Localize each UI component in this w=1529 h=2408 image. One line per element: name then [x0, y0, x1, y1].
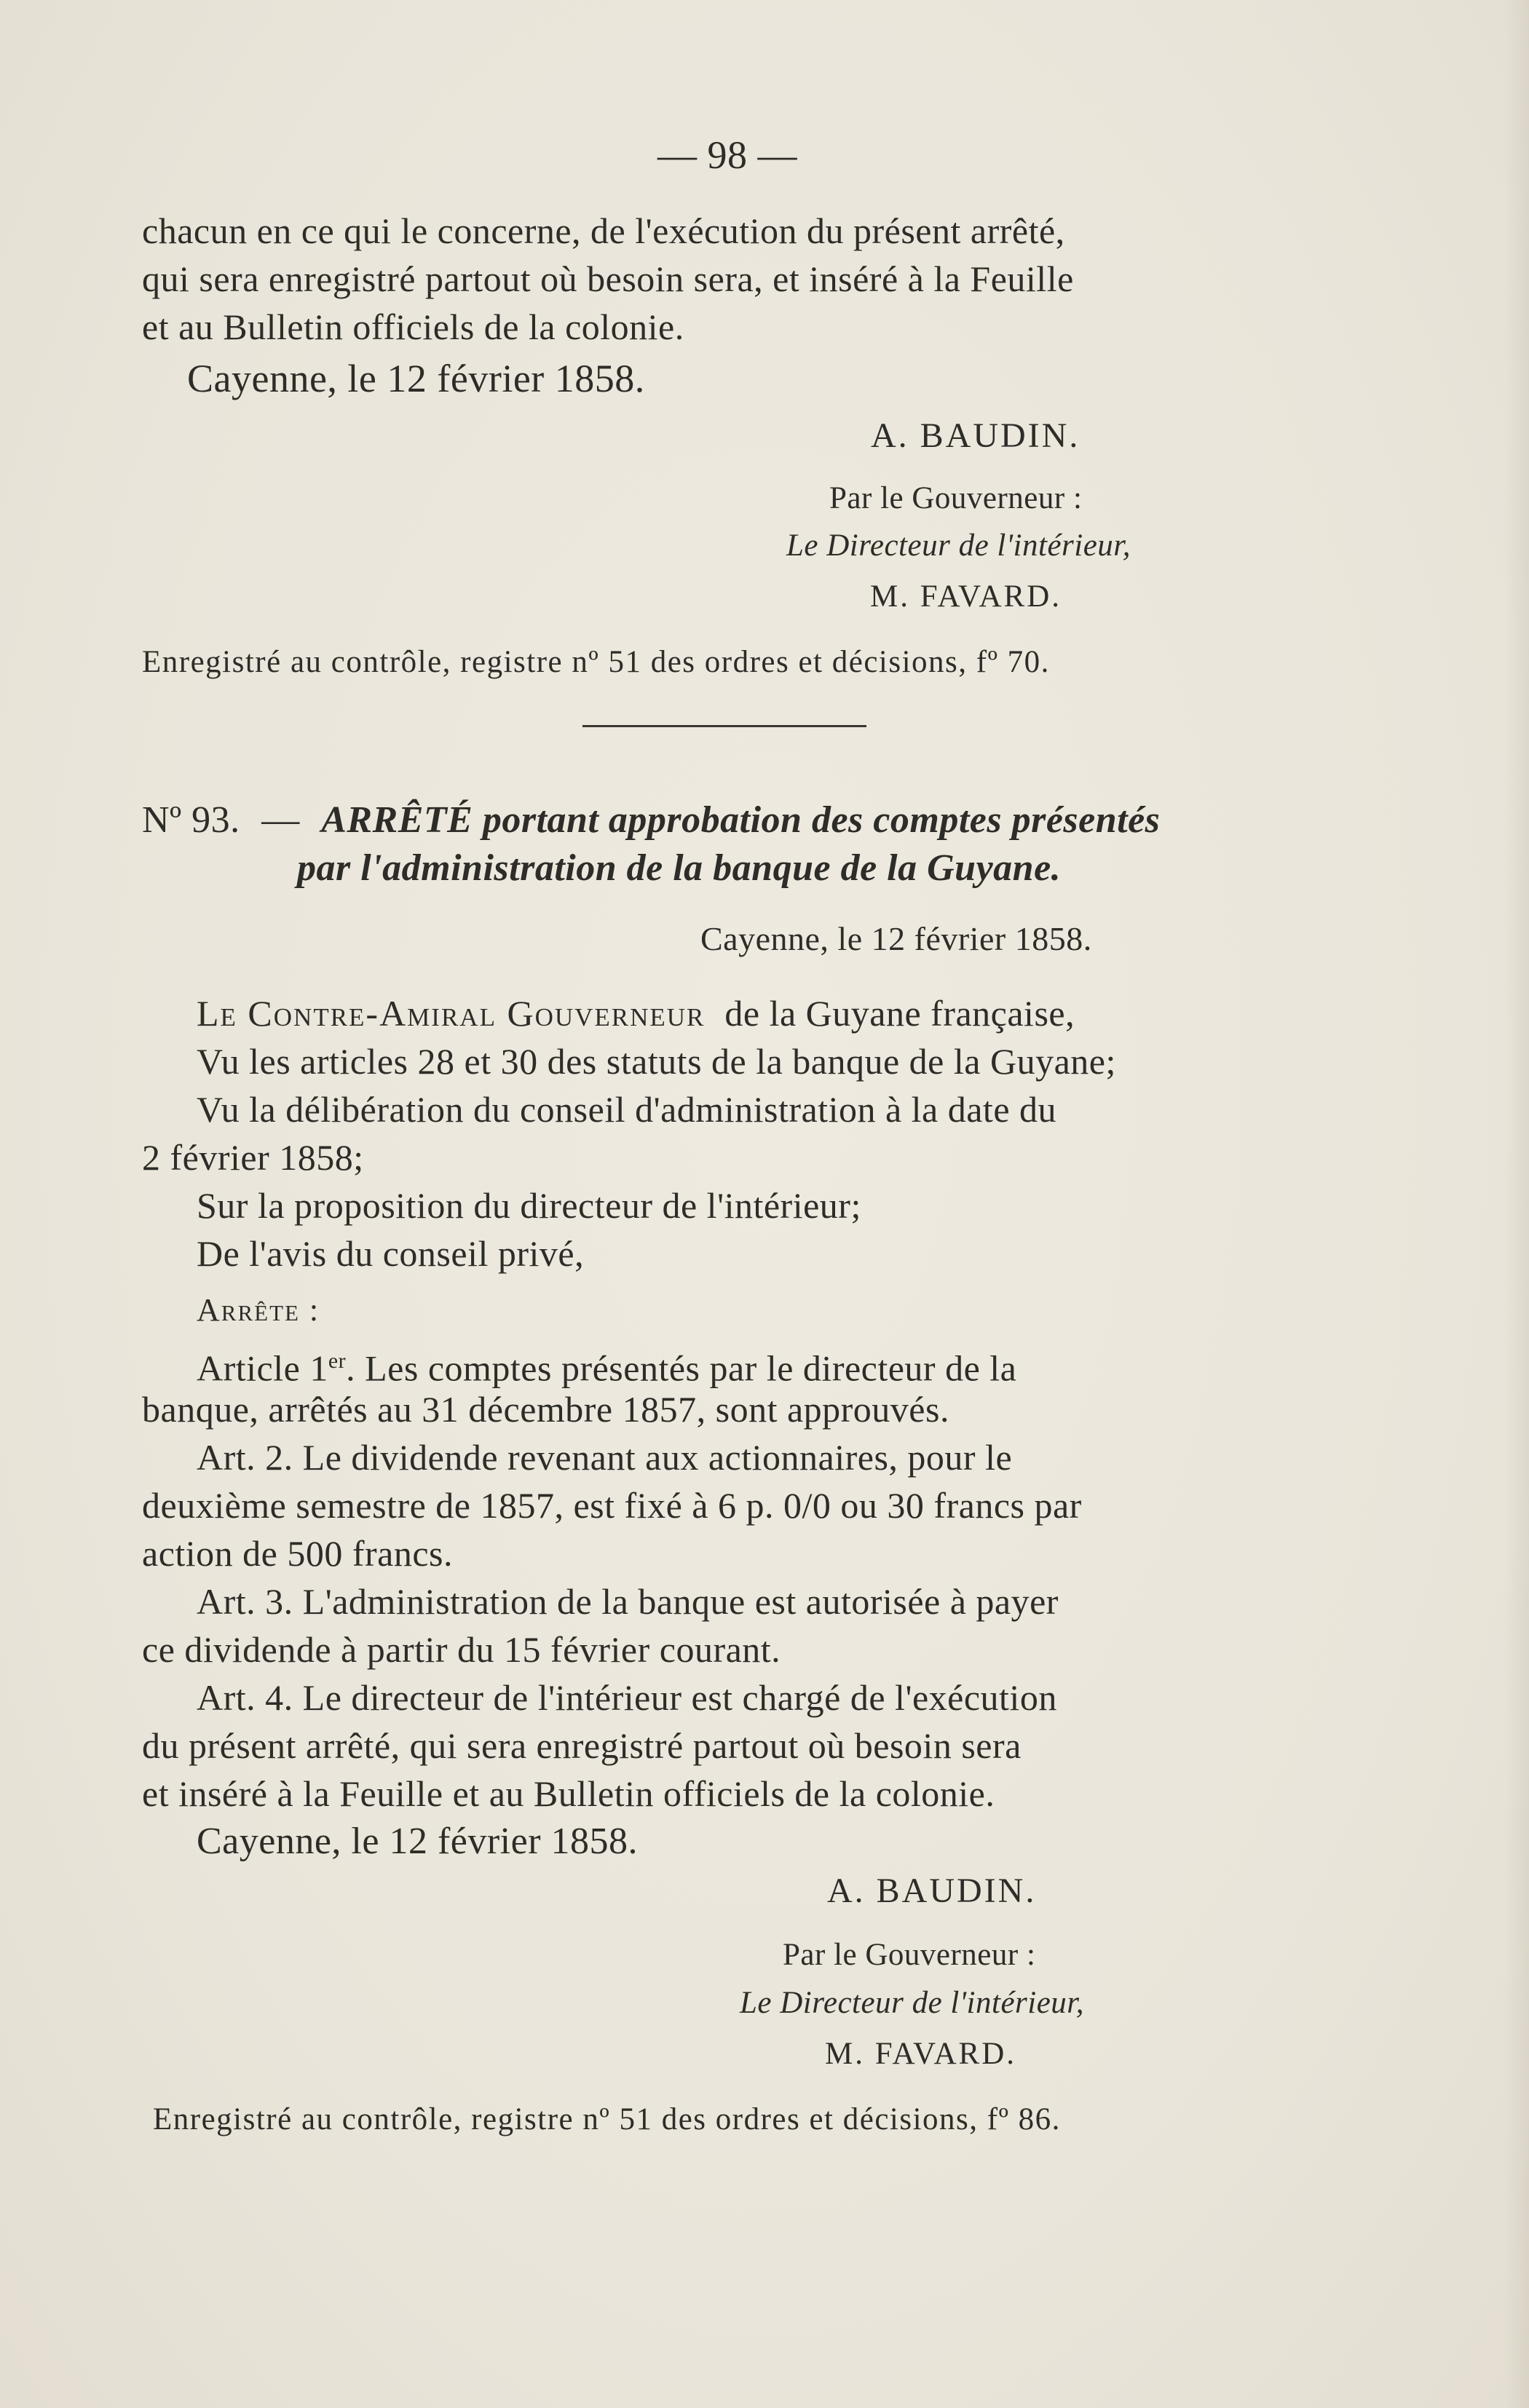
director-name: M. FAVARD.	[870, 579, 1062, 614]
consideration-line: De l'avis du conseil privé,	[197, 1233, 585, 1274]
article-2-line: Art. 2. Le dividende revenant aux actionnaires, pour le	[197, 1437, 1013, 1478]
consideration-line: Vu la délibération du conseil d'administration à la date du	[197, 1089, 1057, 1130]
article-1-line	[197, 1339, 1016, 1390]
closing-registration-note: Enregistré au contrôle, registre nº 51 des ordres et décisions, fº 86.	[153, 2102, 1061, 2136]
registration-note: Enregistré au contrôle, registre nº 51 des ordres et décisions, fº 70.	[142, 645, 1050, 679]
article-2-line: deuxième semestre de 1857, est fixé à 6 p. 0/0 ou 30 francs par	[142, 1485, 1082, 1526]
decree-place-date: Cayenne, le 12 février 1858.	[700, 920, 1092, 957]
closing-signatory-name: A. BAUDIN.	[827, 1872, 1037, 1910]
article-4-line: du présent arrêté, qui sera enregistré partout où besoin sera	[142, 1725, 1022, 1766]
paragraph-line: qui sera enregistré partout où besoin sera, et inséré à la Feuille	[142, 258, 1074, 299]
decree-title-line-2: par l'administration de la banque de la Guyane.	[297, 847, 1062, 889]
signatory-name: A. BAUDIN.	[871, 416, 1080, 455]
paragraph-line: et au Bulletin officiels de la colonie.	[142, 306, 684, 347]
consideration-line: Vu les articles 28 et 30 des statuts de la banque de la Guyane;	[197, 1041, 1116, 1082]
closing-by-governor-label: Par le Gouverneur :	[783, 1938, 1036, 1972]
article-4-line: et inséré à la Feuille et au Bulletin officiels de la colonie.	[142, 1773, 995, 1814]
article-3-line: Art. 3. L'administration de la banque est autorisée à payer	[197, 1581, 1059, 1622]
article-1-text: . Les comptes présentés par le directeur de la	[346, 1347, 1017, 1389]
closing-director-title: Le Directeur de l'intérieur,	[740, 1986, 1085, 2020]
decree-number: Nº 93.	[142, 799, 240, 841]
closing-place-date: Cayenne, le 12 février 1858.	[197, 1821, 639, 1862]
page-number: — 98 —	[657, 133, 797, 177]
consideration-line: 2 février 1858;	[142, 1137, 364, 1178]
by-governor-label: Par le Gouverneur :	[829, 481, 1083, 515]
section-divider	[582, 725, 866, 727]
preamble-line	[197, 991, 1075, 1035]
article-4-line: Art. 4. Le directeur de l'intérieur est chargé de l'exécution	[197, 1677, 1057, 1718]
place-date: Cayenne, le 12 février 1858.	[187, 357, 645, 400]
paragraph-line: chacun en ce qui le concerne, de l'exécution du présent arrêté,	[142, 210, 1065, 251]
article-1-line: banque, arrêtés au 31 décembre 1857, sont approuvés.	[142, 1389, 949, 1430]
preamble-authority: Le Contre-Amiral Gouverneur	[197, 993, 706, 1034]
decree-title-line-1: ARRÊTÉ portant approbation des comptes présentés	[321, 799, 1161, 841]
closing-director-name: M. FAVARD.	[825, 2037, 1017, 2071]
article-3-line: ce dividende à partir du 15 février courant.	[142, 1629, 781, 1670]
arrete-label: Arrête :	[197, 1292, 320, 1328]
article-1-superscript: er	[328, 1349, 347, 1373]
director-title: Le Directeur de l'intérieur,	[786, 528, 1131, 563]
decree-dash: —	[261, 799, 300, 841]
article-2-line: action de 500 francs.	[142, 1533, 454, 1574]
consideration-line: Sur la proposition du directeur de l'intérieur;	[197, 1185, 861, 1226]
page-edge-shadow	[1504, 0, 1529, 2408]
decree-heading	[142, 799, 1160, 842]
article-1-label: Article 1	[197, 1347, 328, 1389]
preamble-rest: de la Guyane française,	[724, 993, 1075, 1034]
